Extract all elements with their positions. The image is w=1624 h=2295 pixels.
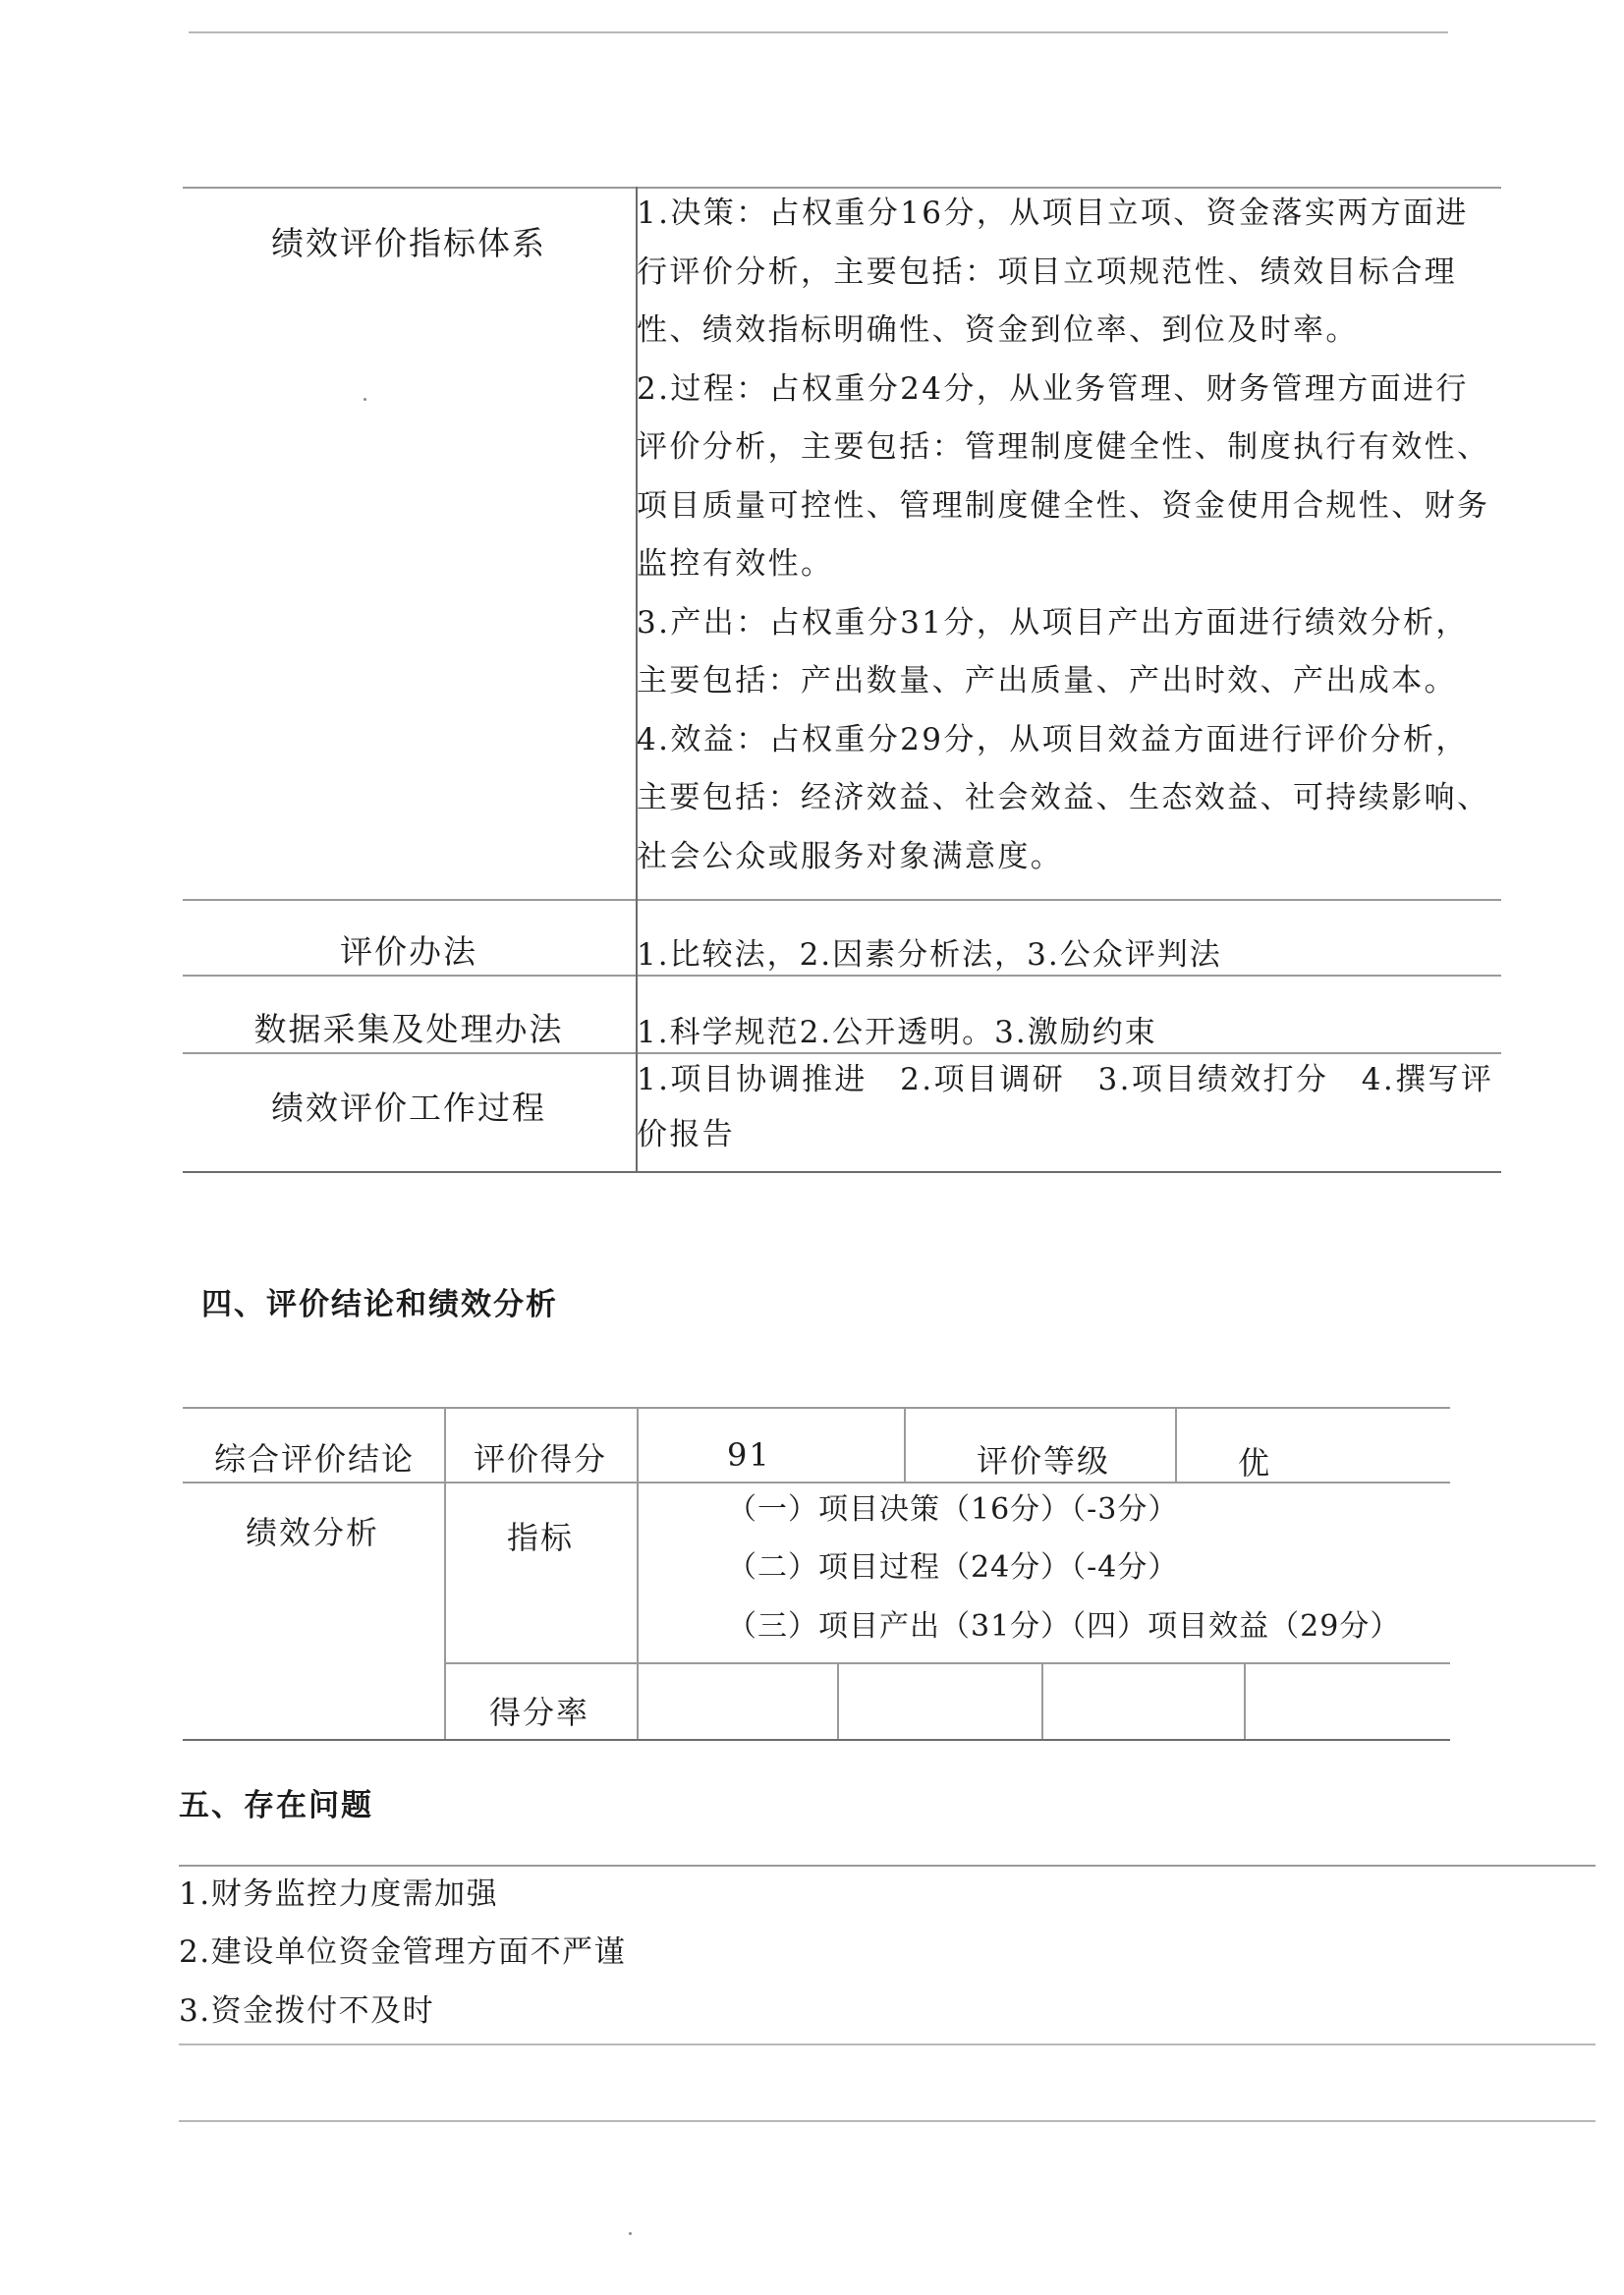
table-column-divider [1244,1662,1246,1739]
table-column-divider [637,1407,639,1739]
score-value: 91 [727,1436,771,1474]
table-border [444,1662,1450,1664]
issue-item: 1.财务监控力度需加强 [179,1876,499,1912]
issues-rule [179,2043,1596,2045]
indicator-line: （三）项目产出（31分）（四）项目效益（29分） [727,1609,1401,1644]
indicator-line: （一）项目决策（16分）（-3分） [727,1492,1179,1527]
table-column-divider [1041,1662,1043,1739]
indicator-item: 2.过程：占权重分24分，从业务管理、财务管理方面进行评价分析，主要包括：管理制度健全性、制度执行有效性、项目质量可控性、管理制度健全性、资金使用合规性、财务监控有效性。 [637,370,1490,582]
data-collection-content: 1.科学规范2.公开透明。3.激励约束 [637,1015,1157,1050]
header-rule [189,31,1448,33]
table-border [183,1171,1501,1173]
issue-item: 3.资金拨付不及时 [179,1993,435,2029]
scan-speck [364,398,366,401]
indicator-item: 4.效益：占权重分29分，从项目效益方面进行评价分析，主要包括：经济效益、社会效益、生态效益、可持续影响、社会公众或服务对象满意度。 [637,721,1490,874]
table-border [183,975,1501,977]
grade-value: 优 [1238,1444,1272,1482]
analysis-label: 绩效分析 [246,1514,380,1551]
row-label-data-collection: 数据采集及处理办法 [253,1010,564,1048]
table-border [183,1407,1450,1409]
evaluation-method-content: 1.比较法，2.因素分析法，3.公众评判法 [637,937,1222,973]
indicator-item: 1.决策：占权重分16分，从项目立项、资金落实两方面进行评价分析，主要包括：项目立项规范性、绩效目标合理性、绩效指标明确性、资金到位率、到位及时率。 [637,196,1469,348]
table-border [183,1739,1450,1741]
indicator-item: 3.产出：占权重分31分，从项目产出方面进行绩效分析，主要包括：产出数量、产出质量、产出时效、产出成本。 [637,604,1469,699]
conclusion-label: 综合评价结论 [214,1440,416,1478]
indicator-system-content [637,185,1501,886]
table-column-divider [1175,1407,1177,1482]
work-process-content: 1.项目协调推进 2.项目调研 3.项目绩效打分 4.撰写评价报告 [637,1062,1494,1152]
row-label-work-process: 绩效评价工作过程 [271,1089,546,1127]
table-column-divider [837,1662,839,1739]
issues-rule [179,2120,1596,2122]
indicator-line: （二）项目过程（24分）（-4分） [727,1550,1179,1585]
score-rate-label: 得分率 [489,1694,590,1731]
table-border [183,899,1501,901]
table-column-divider [904,1407,906,1482]
score-label: 评价得分 [474,1440,608,1478]
scan-speck [629,2232,632,2235]
row-label-indicator-system: 绩效评价指标体系 [271,224,546,262]
table-column-divider [444,1407,446,1739]
section-title-issues: 五、存在问题 [179,1788,373,1823]
issues-rule [179,1865,1596,1867]
row-label-evaluation-method: 评价办法 [340,932,477,971]
grade-label: 评价等级 [977,1442,1111,1480]
issue-item: 2.建设单位资金管理方面不严谨 [179,1934,627,1970]
section-title-conclusion: 四、评价结论和绩效分析 [201,1287,558,1322]
indicator-label: 指标 [507,1519,575,1556]
